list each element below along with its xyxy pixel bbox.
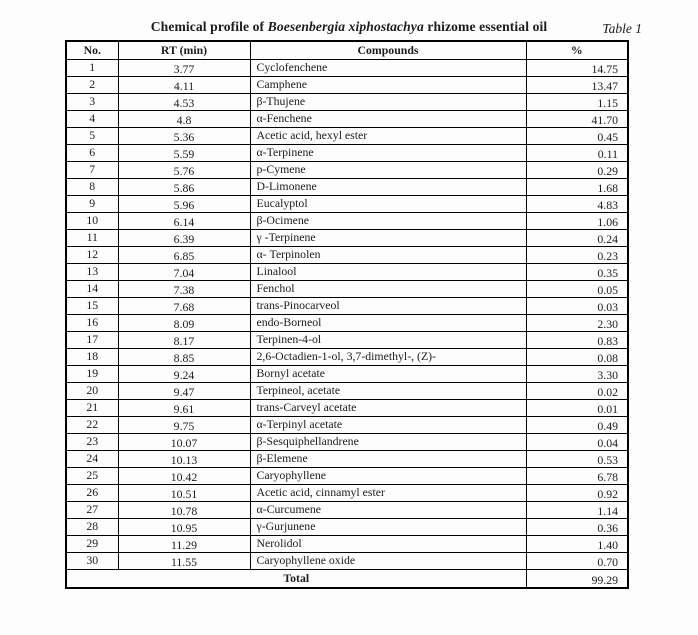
table-row bbox=[66, 93, 628, 110]
title-prefix: Chemical profile of bbox=[150, 19, 268, 34]
title-suffix: rhizome essential oil bbox=[423, 19, 548, 34]
table-row bbox=[66, 501, 628, 518]
row-rt-cell: 11.55 bbox=[118, 552, 250, 569]
row-compound-cell: Camphene bbox=[250, 76, 526, 93]
row-percent-cell: 0.01 bbox=[526, 399, 628, 416]
row-compound-cell: α-Terpinene bbox=[250, 144, 526, 161]
table-row bbox=[66, 297, 628, 314]
table-number-label: Table 1 bbox=[602, 21, 642, 36]
row-percent-cell: 0.11 bbox=[526, 144, 628, 161]
table-row bbox=[66, 518, 628, 535]
row-no-cell: 26 bbox=[66, 484, 118, 501]
row-no-cell: 17 bbox=[66, 331, 118, 348]
row-rt-cell: 10.78 bbox=[118, 501, 250, 518]
table-body bbox=[66, 59, 628, 569]
row-rt-cell: 9.61 bbox=[118, 399, 250, 416]
row-rt-cell: 10.51 bbox=[118, 484, 250, 501]
row-compound-cell: γ -Terpinene bbox=[250, 229, 526, 246]
row-percent-cell: 0.24 bbox=[526, 229, 628, 246]
row-rt-cell: 6.39 bbox=[118, 229, 250, 246]
row-no-cell: 18 bbox=[66, 348, 118, 365]
row-rt-cell: 6.14 bbox=[118, 212, 250, 229]
row-percent-cell: 0.36 bbox=[526, 518, 628, 535]
row-rt-cell: 4.53 bbox=[118, 93, 250, 110]
row-rt-cell: 9.47 bbox=[118, 382, 250, 399]
row-compound-cell: Acetic acid, hexyl ester bbox=[250, 127, 526, 144]
row-no-cell: 13 bbox=[66, 263, 118, 280]
row-no-cell: 22 bbox=[66, 416, 118, 433]
table-row bbox=[66, 246, 628, 263]
table-row bbox=[66, 535, 628, 552]
table-row bbox=[66, 314, 628, 331]
table-title bbox=[0, 19, 698, 35]
row-percent-cell: 1.06 bbox=[526, 212, 628, 229]
row-compound-cell: Linalool bbox=[250, 263, 526, 280]
row-compound-cell: γ-Gurjunene bbox=[250, 518, 526, 535]
table-header-row bbox=[66, 41, 628, 59]
row-percent-cell: 4.83 bbox=[526, 195, 628, 212]
row-percent-cell: 3.30 bbox=[526, 365, 628, 382]
row-no-cell: 7 bbox=[66, 161, 118, 178]
col-header-compound: Compounds bbox=[250, 41, 526, 59]
total-percent-cell bbox=[526, 569, 628, 588]
row-rt-cell: 7.04 bbox=[118, 263, 250, 280]
row-percent-cell: 41.70 bbox=[526, 110, 628, 127]
table-row bbox=[66, 127, 628, 144]
row-percent-cell: 14.75 bbox=[526, 59, 628, 76]
row-rt-cell: 7.38 bbox=[118, 280, 250, 297]
row-percent-cell: 0.83 bbox=[526, 331, 628, 348]
row-compound-cell: Caryophyllene bbox=[250, 467, 526, 484]
row-no-cell: 11 bbox=[66, 229, 118, 246]
table-row bbox=[66, 450, 628, 467]
table-row bbox=[66, 467, 628, 484]
row-compound-cell: 2,6-Octadien-1-ol, 3,7-dimethyl-, (Z)- bbox=[250, 348, 526, 365]
row-percent-cell: 0.92 bbox=[526, 484, 628, 501]
row-compound-cell: Bornyl acetate bbox=[250, 365, 526, 382]
row-no-cell: 5 bbox=[66, 127, 118, 144]
row-no-cell: 1 bbox=[66, 59, 118, 76]
row-percent-cell: 0.49 bbox=[526, 416, 628, 433]
row-rt-cell: 7.68 bbox=[118, 297, 250, 314]
row-rt-cell: 5.96 bbox=[118, 195, 250, 212]
row-no-cell: 15 bbox=[66, 297, 118, 314]
row-rt-cell: 4.8 bbox=[118, 110, 250, 127]
row-compound-cell: Terpinen-4-ol bbox=[250, 331, 526, 348]
row-rt-cell: 11.29 bbox=[118, 535, 250, 552]
total-percent-value: 99.29 bbox=[591, 572, 618, 587]
row-percent-cell: 0.45 bbox=[526, 127, 628, 144]
col-header-rt: RT (min) bbox=[118, 41, 250, 59]
row-percent-cell: 1.40 bbox=[526, 535, 628, 552]
row-no-cell: 14 bbox=[66, 280, 118, 297]
title-species-name: Boesenbergia xiphostachya bbox=[267, 19, 424, 34]
row-rt-cell: 8.09 bbox=[118, 314, 250, 331]
table-row bbox=[66, 433, 628, 450]
row-rt-cell: 5.36 bbox=[118, 127, 250, 144]
row-percent-cell: 0.08 bbox=[526, 348, 628, 365]
row-compound-cell: α-Terpinyl acetate bbox=[250, 416, 526, 433]
col-header-no: No. bbox=[66, 41, 118, 59]
table-row bbox=[66, 552, 628, 569]
row-no-cell: 9 bbox=[66, 195, 118, 212]
row-percent-cell: 0.23 bbox=[526, 246, 628, 263]
row-compound-cell: Cyclofenchene bbox=[250, 59, 526, 76]
row-compound-cell: p-Cymene bbox=[250, 161, 526, 178]
row-rt-cell: 5.86 bbox=[118, 178, 250, 195]
row-no-cell: 25 bbox=[66, 467, 118, 484]
table-row bbox=[66, 195, 628, 212]
row-no-cell: 28 bbox=[66, 518, 118, 535]
row-compound-cell: α-Fenchene bbox=[250, 110, 526, 127]
row-rt-cell: 10.42 bbox=[118, 467, 250, 484]
table-row bbox=[66, 76, 628, 93]
row-no-cell: 6 bbox=[66, 144, 118, 161]
table-row bbox=[66, 110, 628, 127]
table-row bbox=[66, 59, 628, 76]
row-compound-cell: Nerolidol bbox=[250, 535, 526, 552]
row-compound-cell: β-Thujene bbox=[250, 93, 526, 110]
row-no-cell: 30 bbox=[66, 552, 118, 569]
row-percent-cell: 1.15 bbox=[526, 93, 628, 110]
row-compound-cell: D-Limonene bbox=[250, 178, 526, 195]
row-compound-cell: β-Ocimene bbox=[250, 212, 526, 229]
table-row bbox=[66, 484, 628, 501]
col-header-percent: % bbox=[526, 41, 628, 59]
row-percent-cell: 0.70 bbox=[526, 552, 628, 569]
table-row bbox=[66, 212, 628, 229]
row-rt-cell: 10.07 bbox=[118, 433, 250, 450]
table-row bbox=[66, 382, 628, 399]
row-compound-cell: Terpineol, acetate bbox=[250, 382, 526, 399]
row-rt-cell: 8.17 bbox=[118, 331, 250, 348]
table-row bbox=[66, 178, 628, 195]
row-compound-cell: trans-Carveyl acetate bbox=[250, 399, 526, 416]
row-percent-cell: 1.68 bbox=[526, 178, 628, 195]
row-percent-cell: 6.78 bbox=[526, 467, 628, 484]
row-no-cell: 20 bbox=[66, 382, 118, 399]
table-row bbox=[66, 263, 628, 280]
row-no-cell: 4 bbox=[66, 110, 118, 127]
table-row bbox=[66, 365, 628, 382]
row-percent-cell: 2.30 bbox=[526, 314, 628, 331]
row-percent-cell: 1.14 bbox=[526, 501, 628, 518]
row-compound-cell: trans-Pinocarveol bbox=[250, 297, 526, 314]
row-no-cell: 23 bbox=[66, 433, 118, 450]
row-percent-cell: 0.03 bbox=[526, 297, 628, 314]
row-no-cell: 24 bbox=[66, 450, 118, 467]
total-label: Total bbox=[66, 569, 526, 588]
row-no-cell: 19 bbox=[66, 365, 118, 382]
row-compound-cell: endo-Borneol bbox=[250, 314, 526, 331]
paper-page bbox=[0, 19, 698, 589]
row-no-cell: 8 bbox=[66, 178, 118, 195]
table-row bbox=[66, 161, 628, 178]
row-rt-cell: 10.95 bbox=[118, 518, 250, 535]
row-rt-cell: 6.85 bbox=[118, 246, 250, 263]
row-compound-cell: β-Sesquiphellandrene bbox=[250, 433, 526, 450]
row-compound-cell: β-Elemene bbox=[250, 450, 526, 467]
row-percent-cell: 0.35 bbox=[526, 263, 628, 280]
row-compound-cell: Fenchol bbox=[250, 280, 526, 297]
table-row bbox=[66, 280, 628, 297]
row-rt-cell: 9.75 bbox=[118, 416, 250, 433]
row-rt-cell: 8.85 bbox=[118, 348, 250, 365]
row-percent-cell: 13.47 bbox=[526, 76, 628, 93]
row-compound-cell: Caryophyllene oxide bbox=[250, 552, 526, 569]
row-no-cell: 3 bbox=[66, 93, 118, 110]
row-rt-cell: 5.76 bbox=[118, 161, 250, 178]
row-no-cell: 21 bbox=[66, 399, 118, 416]
table-row bbox=[66, 348, 628, 365]
row-rt-cell: 10.13 bbox=[118, 450, 250, 467]
row-percent-cell: 0.04 bbox=[526, 433, 628, 450]
row-percent-cell: 0.02 bbox=[526, 382, 628, 399]
row-compound-cell: α-Curcumene bbox=[250, 501, 526, 518]
row-no-cell: 16 bbox=[66, 314, 118, 331]
row-rt-cell: 9.24 bbox=[118, 365, 250, 382]
row-compound-cell: α- Terpinolen bbox=[250, 246, 526, 263]
table-row bbox=[66, 416, 628, 433]
row-no-cell: 29 bbox=[66, 535, 118, 552]
row-no-cell: 2 bbox=[66, 76, 118, 93]
row-no-cell: 12 bbox=[66, 246, 118, 263]
row-no-cell: 27 bbox=[66, 501, 118, 518]
table-row bbox=[66, 229, 628, 246]
row-compound-cell: Acetic acid, cinnamyl ester bbox=[250, 484, 526, 501]
row-percent-cell: 0.05 bbox=[526, 280, 628, 297]
row-percent-cell: 0.29 bbox=[526, 161, 628, 178]
table-row bbox=[66, 399, 628, 416]
row-rt-cell: 3.77 bbox=[118, 59, 250, 76]
row-percent-cell: 0.53 bbox=[526, 450, 628, 467]
row-compound-cell: Eucalyptol bbox=[250, 195, 526, 212]
total-row bbox=[66, 569, 628, 588]
row-rt-cell: 4.11 bbox=[118, 76, 250, 93]
table-row bbox=[66, 331, 628, 348]
row-rt-cell: 5.59 bbox=[118, 144, 250, 161]
chemical-profile-table bbox=[65, 40, 629, 589]
row-no-cell: 10 bbox=[66, 212, 118, 229]
table-row bbox=[66, 144, 628, 161]
